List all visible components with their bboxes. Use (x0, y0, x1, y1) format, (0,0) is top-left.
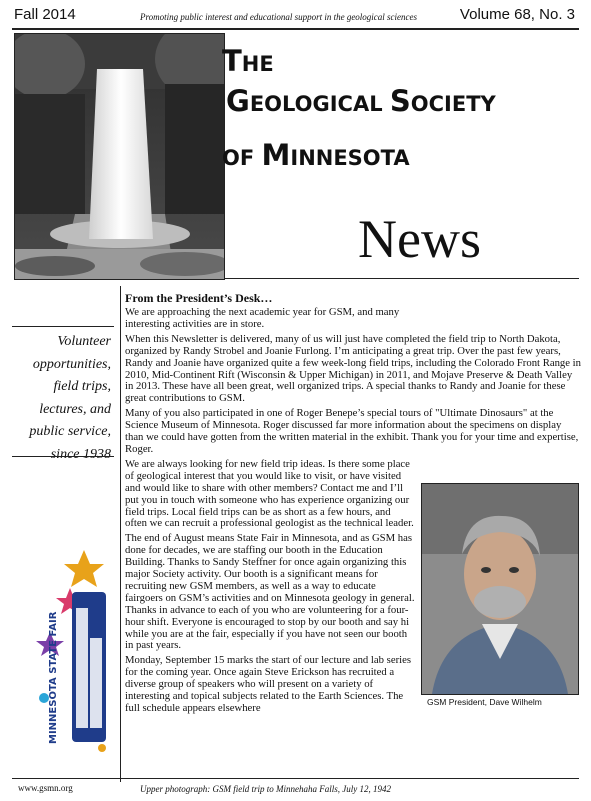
paragraph-2: When this Newsletter is delivered, many of us will just have completed the field trip to North Dakota, organized by Randy Strobel and Joanie Furlong. I’m anticipating a great trip. Over the past few years, Randy and Joanie have organized quite a few week-long field trips, including the Colorado Front Range in 2010, Mid-Continent Rift (Wisconsin & Upper Michigan) in 2011, and Mojave Preserve & Death Valley in 2013. These have all been great, well organized trips. A special thanks to Randy and Joanie for these great contributions to GSM. (125, 332, 581, 405)
paragraph-6: Monday, September 15 marks the start of our lecture and lab series for the coming year. Once again Steve Erickson has recruited a diverse group of speakers who will present on a variety of interesting and topical subjects related to the Earth Sciences. The full schedule appears elsewhere (125, 654, 411, 714)
portrait-caption: GSM President, Dave Wilhelm (427, 696, 542, 707)
column-divider (120, 286, 121, 782)
volume-number: Volume 68, No. 3 (459, 6, 575, 23)
paragraph-1: We are approaching the next academic year for GSM, and many interesting activities are in store. (125, 306, 400, 330)
sidebar-slogan: Volunteer opportunities, field trips, lectures, and public service, since 1938 (29, 334, 111, 462)
masthead-news: News (358, 209, 481, 269)
waterfall-illustration (15, 34, 224, 279)
column-heading: From the President’s Desk… (125, 291, 273, 305)
president-portrait (421, 483, 579, 695)
presidents-column (125, 291, 581, 718)
paragraph-3: Many of you also participated in one of Roger Benepe’s special tours of "Ultimate Dinosaurs" at the Science Museum of Minnesota. Roger discussed far more information about the specimens on display than we could have gotten from the written material in the exhibit. Thank you for your time and expertise, Roger. (125, 407, 579, 455)
tagline: Promoting public interest and educational support in the geological sciences (140, 12, 418, 22)
portrait-illustration (422, 484, 578, 694)
sidebar-rule-bottom (12, 456, 114, 457)
state-fair-logo (32, 548, 112, 758)
masthead-rule (224, 278, 579, 279)
masthead-society: GEOLOGICAL SOCIETY (226, 84, 496, 118)
state-fair-logo-text: MINNESOTA STATE FAIR (48, 611, 59, 744)
footer-rule (12, 778, 579, 779)
header-rule (12, 28, 579, 30)
masthead-minnesota: OF MINNESOTA (222, 138, 410, 172)
masthead-the: THE (222, 44, 274, 78)
paragraph-5: The end of August means State Fair in Minnesota, and as GSM has done for decades, we are staffing our booth in the Education Building. Thanks to Sandy Steffner for once again organizing this major Society activity. Our booth is a significant means for recruiting new GSM members, as well as a way to educate fairgoers on GSM’s activities and on Minnesota geology in general. Thanks in advance to each of you who are volunteering for a four-hour shift. Everyone is encouraged to stop by our booth and say hi while you are at the fair, especially if you have not seen our booth in past years. (125, 532, 415, 652)
photo-caption: Upper photograph: GSM field trip to Minnehaha Falls, July 12, 1942 (140, 784, 391, 794)
paragraph-4: We are always looking for new field trip ideas. Is there some place of geological interest that you would like to visit, or have visited and would like to share with other members? Contact me and I’ll put you in touch with someone who has experience organizing our field trips. Local field trips can be as short as a few hours, and often we can recruit a professional geologist as the technical leader. (125, 457, 414, 530)
waterfall-photo (14, 33, 225, 280)
sidebar-rule-top (12, 326, 114, 327)
portrait-figure (421, 483, 581, 709)
state-fair-logo-graphic (32, 548, 112, 758)
issue-season: Fall 2014 (14, 6, 76, 23)
website-link[interactable]: www.gsmn.org (18, 783, 73, 793)
